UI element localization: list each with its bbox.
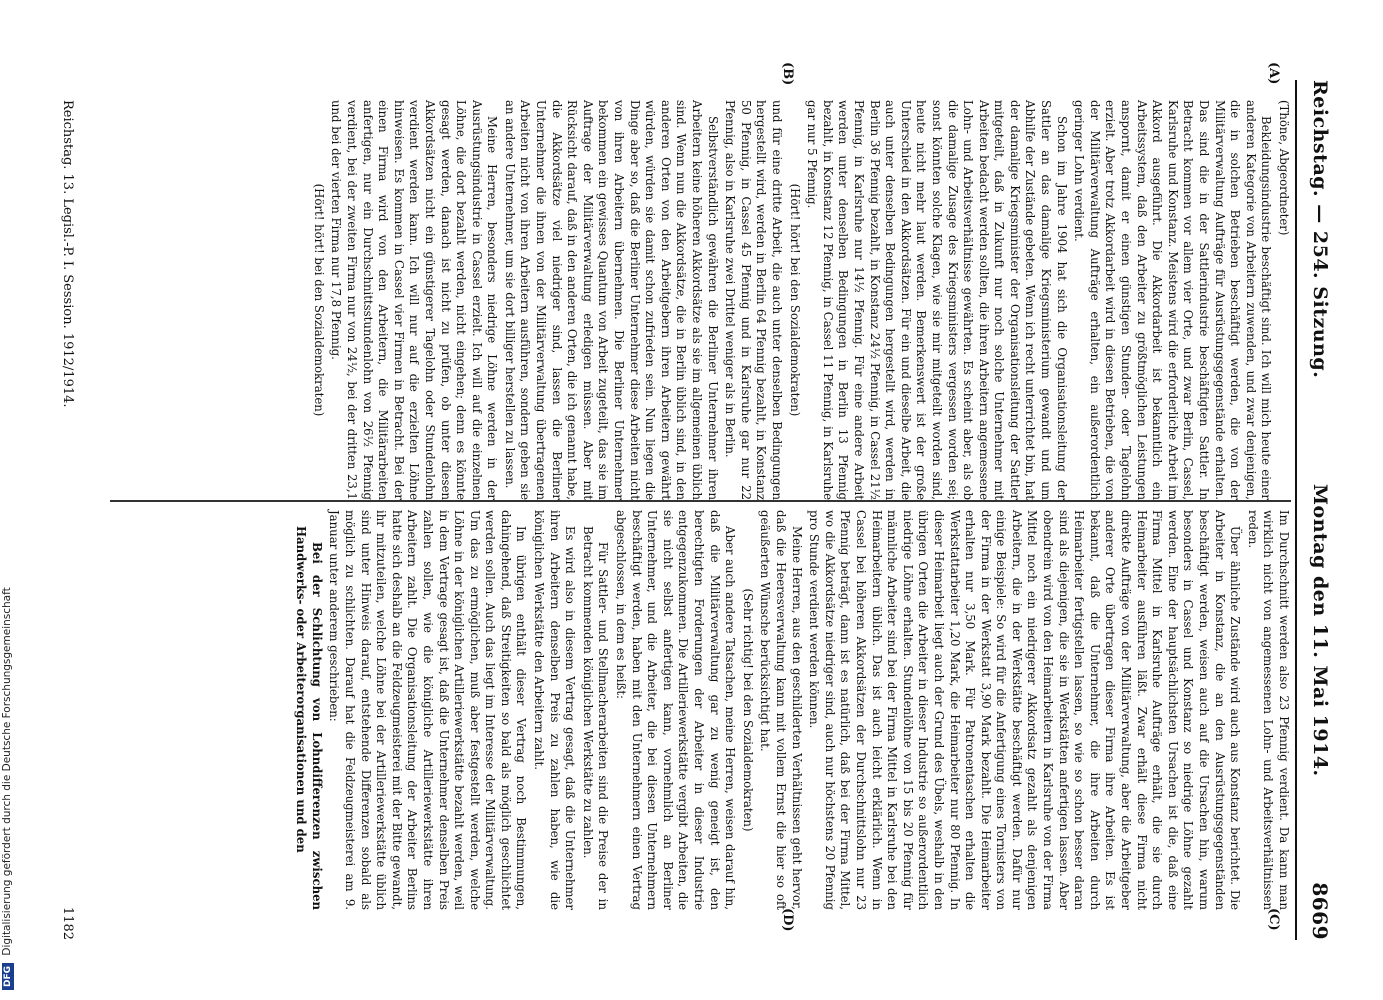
speaker-label: (Thöne, Abgeordneter) — [1277, 100, 1291, 236]
interjection: (Hört! hört! bei den Sozialdemokraten) — [311, 183, 326, 417]
paragraph: Schon im Jahre 1904 hat sich die Organisationsleitung der Sattler an das damalige Kriegsministerium gewandt und um Abhilfe der Zustände gebeten. Wenn ich recht unterrichtet bin, hat der damalige Kriegsminister der Organisationsleitung der Sattler mitgeteilt, daß in Zukunft nur noch solche Unternehmer mit Arbeiten bedacht werden sollten, die ihren Arbeitern angemessene Lohn- und Arbeitsverhältnisse gewährten. Es scheint aber, als ob die damalige Zusage des Kriegsministers vergessen worden sei; sonst könnten solche Klagen, wie sie mir mitgeteilt worden sind, heute nicht mehr laut werden. Bemerkenswert ist der große Unterschied in den Akkordsätzen. Für ein und dieselbe Arbeit, die auch unter denselben Bedingungen hergestellt wird, werden in Berlin 36 Pfennig bezahlt, in Konstanz 24½ Pfennig, in Cassel 21½ Pfennig, in Karlsruhe nur 14½ Pfennig. Für eine andere Arbeit werden unter denselben Bedingungen in Berlin 13 Pfennig bezahlt, in Konstanz 12 Pfennig, in Cassel 11 Pfennig, in Karlsruhe gar nur 5 Pfennig. — [805, 100, 1069, 500]
margin-mark-b: (B) — [780, 62, 795, 86]
page-footer — [60, 100, 90, 940]
side-credit-text: Digitalisierung gefördert durch die Deutsche Forschungsgemeinschaft — [1, 587, 13, 956]
paragraph: Im Durchschnitt werden also 23 Pfennig verdient. Da kann man wirklich nicht von angemessenen Lohn- und Arbeitsverhältnissen reden. — [1245, 510, 1291, 910]
dfg-logo-icon: DFG — [2, 963, 14, 990]
column-divider — [110, 500, 1291, 502]
margin-mark-d: (D) — [780, 908, 795, 932]
paragraph: Es wird also in diesem Vertrag gesagt, daß die Unternehmer ihren Arbeitern denselben Preis zu zahlen haben, wie die königlichen Werkstätte den Arbeitern zahlt. — [532, 510, 578, 910]
quotation: Für Sattler- und Stellmacherarbeiten sind die Preise der in Betracht kommenden königlichen Werkstätte zu zahlen. — [580, 526, 611, 910]
paragraph: Im übrigen enthält dieser Vertrag noch Bestimmungen, dahingehend, daß Streitigkeiten so bald als möglich geschlichtet werden sollen. Auch das liegt im Interesse der Militärverwaltung. Um das zu ermöglichen, muß aber festgestellt werden, welche Löhne in der königlichen Artilleriewerkstätte bezahlt werden, weil in dem Vertrage gesagt ist, daß die Unternehmer denselben Preis zahlen sollen, wie die königliche Artilleriewerkstätte ihren Arbeitern zahlt. Die Organisationsleitung der Arbeiter Berlins hatte sich deshalb an die Feldzeugmeisterei mit der Bitte gewandt, ihr mitzuteilen, welche Löhne bei der Artilleriewerkstätte üblich sind unter Hinweis darauf, entstehende Differenzen sobald als möglich zu schlichten. Darauf hat die Feldzeugmeisterei am 9. Januar unter anderem geschrieben: — [327, 510, 529, 910]
paragraph: Bekleidungsindustrie beschäftigt sind. Ich will mich heute einer anderen Kategorie von Arbeitern zuwenden, und zwar denjenigen, die in solchen Betrieben beschäftigt werden, die von der Militärverwaltung Aufträge für Ausrüstungsgegenstände erhalten. Das sind die in der Sattlerindustrie beschäftigten Sattler. In Betracht kommen vor allem vier Orte, und zwar Berlin, Cassel, Karlsruhe und Konstanz. Meistens wird die erforderliche Arbeit im Akkord ausgeführt. Die Akkordarbeit ist bekanntlich ein Arbeitssystem, daß den Arbeiter zu größtmöglichen Leistungen anspornt, damit er einen günstigen Stunden- oder Tagelohn erzielt. Aber trotz Akkordarbeit wird in diesen Betrieben, die von der Militärverwaltung Aufträge erhalten, ein außerordentlich geringer Lohn verdient. — [1072, 100, 1274, 500]
interjection: (Hört! hört! bei den Sozialdemokraten) — [787, 183, 802, 417]
page-header — [1295, 80, 1343, 940]
paragraph: Selbstverständlich gewähren die Berliner Unternehmer ihren Arbeitern keine höheren Akkordsätze als sie im allgemeinen üblich sind. Wenn nun die Akkordsätze, die in Berlin üblich sind, in den anderen Orten von den Arbeitgebern ihren Arbeitern gewährt würden, würden sie damit schon zufrieden sein. Nun liegen die Dinge aber so, daß die Berliner Unternehmer diese Arbeiten nicht von ihren Arbeitern übernehmen. Die Berliner Unternehmer bekommen ein gewisses Quantum von Arbeit zugeteilt, das sie im Auftrage der Militärverwaltung erledigen müssen. Aber mit Rücksicht darauf, daß in den anderen Orten, die ich genannt habe, die Akkordsätze viel niedriger sind, lassen die Berliner Unternehmer die ihnen von der Militärverwaltung übertragenen Arbeiten nicht von ihren Arbeitern ausführen, sondern geben sie an andere Unternehmer, um sie dort billiger herstellen zu lassen. — [502, 100, 720, 500]
header-date: Montag den 11. Mai 1914. — [1309, 484, 1331, 777]
header-title: Reichstag. — 254. Sitzung. — [1309, 80, 1331, 379]
paragraph: Aber auch andere Tatsachen, meine Herren, weisen darauf hin, daß die Militärverwaltung gar zu wenig geneigt ist, den berechtigten Forderungen der Arbeiter in dieser Industrie entgegenzukommen. Die Artilleriewerkstätte vergibt Arbeiten, die sie nicht selbst anfertigen kann, vornehmlich an Berliner Unternehmer, und die Arbeiter, die bei diesen Unternehmern beschäftigt werden, haben mit den Unternehmern einen Vertrag abgeschlossen, in dem es heißt: — [614, 510, 738, 910]
left-column — [110, 100, 1291, 500]
paragraph: und für eine dritte Arbeit, die auch unter denselben Bedingungen hergestellt wird, werden in Berlin 64 Pfennig bezahlt, in Konstanz 50 Pfennig, in Cassel 45 Pfennig und in Karlsruhe gar nur 22 Pfennig, also in Karlsruhe zwei Drittel weniger als in Berlin. — [723, 100, 784, 500]
quotation: Bei der Schlichtung von Lohndifferenzen zwischen Handwerks- oder Arbeiterorganisationen und den — [294, 526, 324, 910]
side-credit-strip — [2, 30, 16, 990]
paragraph: Meine Herren, aus den geschilderten Verhältnissen geht hervor, daß die Heeresverwaltung kann mit vollem Ernst die hier so oft geäußerten Wünsche berücksichtigt hat. — [758, 510, 804, 910]
paragraph: Meine Herren, besonders niedrige Löhne werden in der Ausrüstungsindustrie in Cassel erzielt. Ich will auf die einzelnen Löhne, die dort bezahlt werden, nicht eingehen; denn es könnte gesagt werden, danach ist nicht zu prüfen, ob unter diesen Akkordsätzen nicht ein günstigerer Tagelohn oder Stundenlohn verdient werden kann. Ich will nur auf die erzielten Löhne hinweisen. Es kommen in Cassel vier Firmen in Betracht. Bei der einen Firma wird von den Arbeitern, die Militärarbeiten anfertigen, nur ein Durchschnittsstundenlohn von 26½ Pfennig verdient, bei der zweiten Firma nur von 24½, bei der dritten 23,1 und bei der vierten Firma nur 17,8 Pfennig. — [329, 100, 500, 500]
interjection: (Sehr richtig! bei den Sozialdemokraten) — [740, 588, 755, 832]
margin-mark-c: (C) — [1266, 908, 1281, 931]
right-column — [110, 510, 1291, 910]
page-number: 8669 — [1308, 882, 1332, 940]
footer-session: Reichstag. 13. Legisl.-P. I. Session. 1912/1914. — [60, 100, 75, 408]
footer-page-number: 1182 — [60, 906, 75, 940]
paragraph: Über ähnliche Zustände wird auch aus Konstanz berichtet. Die Arbeiter in Konstanz, die an den Ausrüstungsgegenständen beschäftigt werden, weisen auch auf die Ursachen hin, warum besonders in Cassel und Konstanz so niedrige Löhne gezahlt werden. Eine der hauptsächlichsten Ursachen ist die, daß eine Firma Mittel in Karlsruhe Aufträge erhält, die sie durch Heimarbeiter ausführen läßt. Zwar erhält diese Firma nicht direkte Aufträge von der Militärverwaltung, aber die Arbeitgeber anderer Orte übertragen dieser Firma ihre Arbeiten. Es ist bekannt, daß die Unternehmer, die ihre Arbeiten durch Heimarbeiter fertigstellen lassen, so wie so schon besser daran sind als diejenigen, die sie in Werkstätten anfertigen lassen. Aber obendrein wird von den Heimarbeitern in Karlsruhe von der Firma Mittel noch ein niedrigerer Akkordsatz gezahlt als denjenigen Arbeitern, die in der Werkstätte beschäftigt werden. Dafür nur einige Beispiele: So wird für die Anfertigung eines Tornisters von der Firma in der Werkstatt 3,90 Mark bezahlt. Die Heimarbeiter erhalten nur 3,50 Mark. Für Patronentaschen erhalten die Werkstattarbeiter 1,20 Mark, die Heimarbeiter nur 80 Pfennig. In dieser Heimarbeit liegt auch der Grund des Übels, weshalb in den übrigen Orten die Arbeiter in dieser Industrie so außerordentlich niedrige Löhne erhalten. Stundenlöhne von 15 bis 20 Pfennig für männliche Arbeiter sind bei der Firma Mittel in Karlsruhe bei den Heimarbeitern üblich. Das ist auch leicht erklärlich. Wenn in Cassel bei höheren Akkordsätzen der Durchschnittslohn nur 23 Pfennig beträgt, dann ist es natürlich, daß bei der Firma Mittel, wo die Akkordsätze niedriger sind, auch nur höchstens 20 Pfennig pro Stunde verdient werden können. — [807, 510, 1243, 910]
margin-mark-a: (A) — [1266, 62, 1281, 85]
